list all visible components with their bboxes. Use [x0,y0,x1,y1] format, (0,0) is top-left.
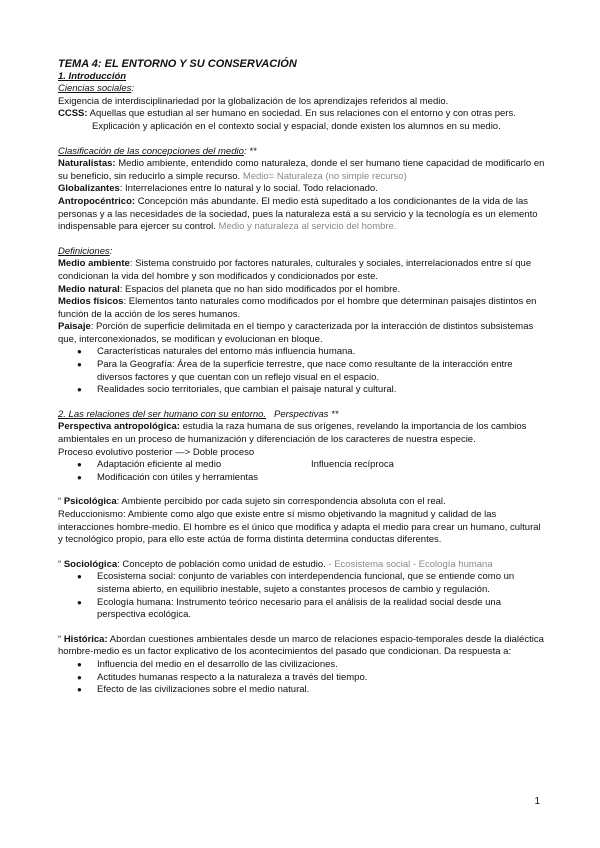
clasificacion-heading: Clasificación de las concepciones del medio [58,145,244,157]
adaptacion-text: ● Adaptación eficiente al medio [97,459,222,471]
paisaje-label: Paisaje [58,321,91,333]
antropologica-text: estudia la raza humana de sus orígenes, revelando la importancia de los cambios ambientales en un proceso de humanización y diferenciación de los caracteres de nuestra especie. [58,421,527,446]
medio-natural-label: Medio natural [58,283,120,295]
sociologica-prefix: “ [58,558,64,570]
ccss-label: CCSS: [58,108,88,120]
list-item: ● Ecosistema social: conjunto de variables con interdependencia funcional, que se entiende como un sistema abierto, en equilibrio inestable, sujeto a constantes procesos de cambio y regulación. [58,571,548,596]
medio-ambiente-text: : Sistema construido por factores naturales, culturales y sociales, interrelacionados entre sí que condicionan la vida del hombre y son modificados y condicionados por este. [58,258,532,282]
sociologica-text: : Concepto de población como unidad de estudio. [117,558,329,570]
psicologica-prefix: “ [58,496,64,508]
definiciones-heading-suffix: : [109,245,113,257]
reduccionismo-text: Reduccionismo: Ambiente como algo que existe entre sí mismo objetivando la magnitud y calidad de las interacciones hombre-medio. El hombre es el único que modifica y adapta el medio para crear un humano, cultural y tecnológico propio, para ello este actúa de forma distinta determina conductas diferentes. [58,509,541,546]
list-item: ● Modificación con útiles y herramientas [58,472,548,485]
list-item: ● Efecto de las civilizaciones sobre el medio natural. [58,684,548,697]
naturalistas-label: Naturalistas: [58,158,116,170]
medios-fisicos-text: : Elementos tanto naturales como modificados por el hombre que determinan paisajes distintos en función de la acción de los seres humanos. [58,296,537,320]
medios-fisicos-label: Medios físicos [58,296,124,308]
relaciones-heading: 2. Las relaciones del ser humano con su entorno. [58,408,267,420]
definiciones-heading: Definiciones [58,245,110,257]
ciencias-sociales-label: Ciencias sociales [58,83,132,95]
clasificacion-heading-suffix: : ** [243,145,257,157]
historica-prefix: “ [58,633,64,645]
list-item: ● Realidades socio territoriales, que cambian el paisaje natural y cultural. [58,384,548,397]
paisaje-text: : Porción de superficie delimitada en el tiempo y caracterizada por la interacción de distintos subsistemas que, interconexionados, se modifican y evolucionan en bloque. [58,321,534,345]
list-item [58,459,548,472]
sociologica-list [58,571,548,621]
antropologica-label: Perspectiva antropológica: [58,421,180,433]
list-item: ● Influencia del medio en el desarrollo de las civilizaciones. [58,659,548,672]
sociologica-note: - Ecosistema social - Ecología humana [328,558,493,570]
list-item: ● Para la Geografía: Área de la superficie terrestre, que nace como resultante de la interacción entre diversos factores y que cuentan con un reflejo visual en el espacio. [58,359,548,384]
ciencias-sociales-colon: : [131,83,135,95]
page-number: 1 [534,796,540,807]
ccss-line2: Explicación y aplicación en el contexto social y espacial, donde existen los alumnos en su medio. [92,120,501,132]
antropocentrico-note: Medio y naturaleza al servicio del hombre. [218,221,397,233]
globalizantes-label: Globalizantes [58,183,120,195]
document-title: TEMA 4: EL ENTORNO Y SU CONSERVACIÓN [58,58,297,70]
ccss-text: Aquellas que estudian al ser humano en sociedad. En sus relaciones con el entorno y con otras pers. [87,108,516,120]
intro-heading: 1. Introducción [58,70,127,82]
list-item: ● Ecología humana: Instrumento teórico necesario para el análisis de la realidad social desde una perspectiva ecológica. [58,597,548,622]
naturalistas-note: Medio= Naturaleza (no simple recurso) [242,170,407,182]
globalizantes-text: : Interrelaciones entre lo natural y lo social. Todo relacionado. [119,183,378,195]
antropocentrico-label: Antropocéntrico: [58,195,136,207]
historica-label: Histórica: [63,633,108,645]
intro-line: Exigencia de interdisciplinariedad por la globalización de los aprendizajes referidos al medio. [58,95,449,107]
medio-ambiente-label: Medio ambiente [58,258,130,270]
list-item: ● Características naturales del entorno más influencia humana. [58,346,548,359]
paisaje-list [58,346,548,396]
perspectivas-label: Perspectivas ** [274,408,339,420]
antropocentrico-text: Concepción más abundante. El medio está supeditado a los condicionantes de la vida de las personas y a las necesidades de la sociedad, pues la naturaleza está a su servicio y la tecnología es un elemento indispensable para ejercer su control. [58,195,538,233]
proceso-line: Proceso evolutivo posterior —> Doble proceso [58,446,255,458]
psicologica-text: : Ambiente percibido por cada sujeto sin correspondencia absoluta con el real. [116,496,446,508]
proceso-list [58,459,548,484]
sociologica-label: Sociológica [63,558,118,570]
historica-text: Abordan cuestiones ambientales desde un marco de relaciones espacio-temporales desde la dialéctica hombre-medio es un factor explicativo de los acontecimientos del pasado que condicionan. Da respuesta a: [58,633,544,658]
medio-natural-text: : Espacios del planeta que no han sido modificados por el hombre. [119,283,401,295]
historica-list [58,659,548,697]
psicologica-label: Psicológica [63,496,117,508]
list-item: ● Actitudes humanas respecto a la naturaleza a través del tiempo. [58,672,548,685]
influencia-text: Influencia recíproca [311,459,394,471]
document-content [58,58,548,697]
naturalistas-text: Medio ambiente, entendido como naturaleza, donde el ser humano tiene capacidad de modificarlo en su beneficio, sin reducirlo a simple recurso. [58,158,545,182]
